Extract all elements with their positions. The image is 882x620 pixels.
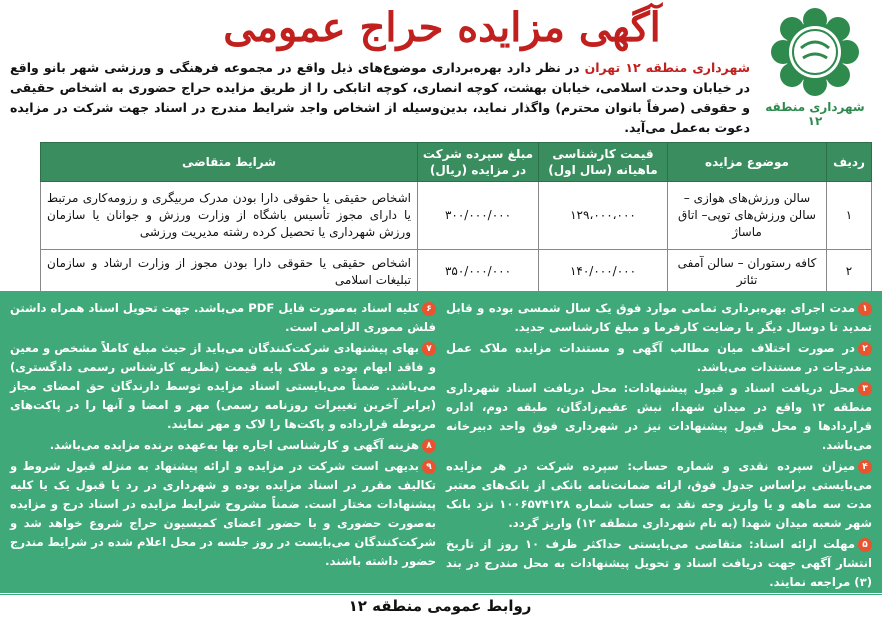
note-number-badge: ۶ xyxy=(422,302,436,316)
note-text: بدیهی است شرکت در مزایده و ارائه پیشنهاد به منزله قبول شروط و تکالیف مقرر در اسناد مزایده بوده و شهرداری در رد یا قبول یک یا کلیه پیشنهادات مختار است. ضمناً مشروح شرایط مزایده در اسناد درج و مزایده به‌صورت حضوری و با حضور اعضای کمیسیون حراج شروع خواهد شد و شرکت‌کنندگان می‌بایست در روز جلسه در محل اعلام شده در شرایط مندرج حضور داشته باشند. xyxy=(10,459,436,568)
note-item xyxy=(10,299,436,337)
note-number-badge: ۷ xyxy=(422,342,436,356)
cell-row-number: ۲ xyxy=(827,250,872,294)
note-text: میزان سپرده نقدی و شماره حساب: سپرده شرکت در هر مزایده می‌بایستی براساس جدول فوق، ارائه ضمانت‌نامه بانکی از بانک‌های معتبر مدت سه ماهه و یا واریز وجه نقد به حساب شماره ۱۰۰۶۵۷۴۱۲۸ نزد بانک شهر شعبه میدان شهدا (به نام شهرداری منطقه ۱۲) واریز گردد. xyxy=(446,459,872,530)
cell-price: ۱۲۹،۰۰۰،۰۰۰ xyxy=(539,182,668,250)
note-item xyxy=(10,457,436,571)
logo-caption: شهرداری منطقه ۱۲ xyxy=(765,100,865,128)
cell-row-number: ۱ xyxy=(827,182,872,250)
header-subject: موضوع مزایده xyxy=(668,143,827,182)
note-text: مدت اجرای بهره‌برداری تمامی موارد فوق یک سال شمسی بوده و قابل تمدید تا دوسال دیگر با رضایت کارفرما و مبلغ کارشناسی جدید. xyxy=(446,301,872,334)
note-text: بهای پیشنهادی شرکت‌کنندگان می‌باید از حیث مبلغ کاملاً مشخص و معین و فاقد ابهام بوده و ملاک پایه قیمت (نظریه کارشناس رسمی دادگستری) می‌باشد. ضمناً می‌بایستی اسناد مزایده توسط دارندگان حق امضای مجاز (برابر آخرین تغییرات روزنامه رسمی) مهر و امضا و آنها را در پاکت‌های مربوطه قرارداده و پاکت‌ها را لاک و مهر نمایند. xyxy=(10,341,436,431)
note-number-badge: ۴ xyxy=(858,460,872,474)
header-deposit: مبلغ سپرده شرکت در مزایده (ریال) xyxy=(418,143,539,182)
note-item xyxy=(10,339,436,434)
cell-subject: کافه رستوران – سالن آمفی تئاتر xyxy=(668,250,827,294)
table-header-row xyxy=(41,143,872,182)
note-number-badge: ۱ xyxy=(858,302,872,316)
note-number-badge: ۸ xyxy=(422,439,436,453)
note-text: هزینه آگهی و کارشناسی اجاره بها به‌عهده برنده مزایده می‌باشد. xyxy=(49,438,419,452)
note-item xyxy=(446,299,872,337)
note-number-badge: ۵ xyxy=(858,538,872,552)
municipality-emblem-icon xyxy=(769,6,861,98)
note-text: مهلت ارائه اسناد: متقاضی می‌بایستی حداکثر ظرف ۱۰ روز از تاریخ انتشار آگهی جهت دریافت اسناد و تحویل پیشنهادات به محل مندرج در بند (۳) مراجعه نمایند. xyxy=(446,537,872,589)
header-row-number: ردیف xyxy=(827,143,872,182)
note-text: کلیه اسناد به‌صورت فایل PDF می‌باشد. جهت تحویل اسناد همراه داشتن فلش مموری الزامی است. xyxy=(10,301,436,334)
intro-text: در نظر دارد بهره‌برداری موضوع‌های ذیل واقع در مجموعه فرهنگی و ورزشی شهر بانو واقع در خیابان وحدت اسلامی، خیابان بهشت، کوچه انصاری، کوچه اتابکی را از طریق مزایده حراج حضوری به اشخاص حقیقی و حقوقی (صرفاً بانوان محترم) واگذار نماید، بدین‌وسیله از اشخاص واجد شرایط مندرج در اسناد جهت شرکت در مزایده دعوت به‌عمل می‌آید. xyxy=(10,60,750,135)
header-price: قیمت کارشناسی ماهیانه (سال اول) xyxy=(539,143,668,182)
note-text: در صورت اختلاف میان مطالب آگهی و مستندات مزایده ملاک عمل مندرجات در مستندات می‌باشد. xyxy=(446,341,872,374)
cell-subject: سالن ورزش‌های هوازی – سالن ورزش‌های توپی– اتاق ماساژ xyxy=(668,182,827,250)
note-text: محل دریافت اسناد و قبول پیشنهادات: محل دریافت اسناد شهرداری منطقه ۱۲ واقع در میدان شهدا، نبش عقیم‌زادگان، طبقه دوم، اداره قراردادها و محل قبول پیشنهادات نیز در شهرداری فوق واحد دبیرخانه می‌باشد. xyxy=(446,381,872,452)
intro-organization: شهرداری منطقه ۱۲ تهران xyxy=(584,60,750,75)
notice-header xyxy=(0,0,882,140)
municipality-logo xyxy=(760,6,870,134)
cell-deposit: ۳۰۰/۰۰۰/۰۰۰ xyxy=(418,182,539,250)
note-number-badge: ۲ xyxy=(858,342,872,356)
intro-paragraph xyxy=(10,58,750,138)
note-number-badge: ۹ xyxy=(422,460,436,474)
conditions-panel xyxy=(0,291,882,593)
cell-conditions: اشخاص حقیقی یا حقوقی دارا بودن مجوز از وزارت ارشاد و سازمان تبلیغات اسلامی xyxy=(41,250,418,294)
notes-right-column xyxy=(446,299,872,594)
table-row xyxy=(41,250,872,294)
notice-title: آگهی مزایده حراج عمومی xyxy=(223,4,661,51)
public-relations-footer: روابط عمومی منطقه ۱۲ xyxy=(348,597,532,615)
cell-conditions: اشخاص حقیقی یا حقوقی دارا بودن مدرک مربیگری و رزومه‌کاری مرتبط یا دارای مجوز تأسیس باشگاه از وزارت ورزش و جوانان یا سازمان ورزش شهرداری یا تحصیل کرده رشته مدیریت ورزشی xyxy=(41,182,418,250)
table-row xyxy=(41,182,872,250)
note-item xyxy=(10,436,436,455)
auction-table xyxy=(40,142,872,294)
note-number-badge: ۳ xyxy=(858,382,872,396)
note-item xyxy=(446,339,872,377)
header-conditions: شرایط متقاضی xyxy=(41,143,418,182)
note-item xyxy=(446,457,872,533)
cell-deposit: ۳۵۰/۰۰۰/۰۰۰ xyxy=(418,250,539,294)
note-item xyxy=(446,379,872,455)
notes-left-column xyxy=(10,299,436,573)
footer-divider xyxy=(0,594,882,595)
note-item xyxy=(446,535,872,592)
cell-price: ۱۴۰/۰۰۰/۰۰۰ xyxy=(539,250,668,294)
